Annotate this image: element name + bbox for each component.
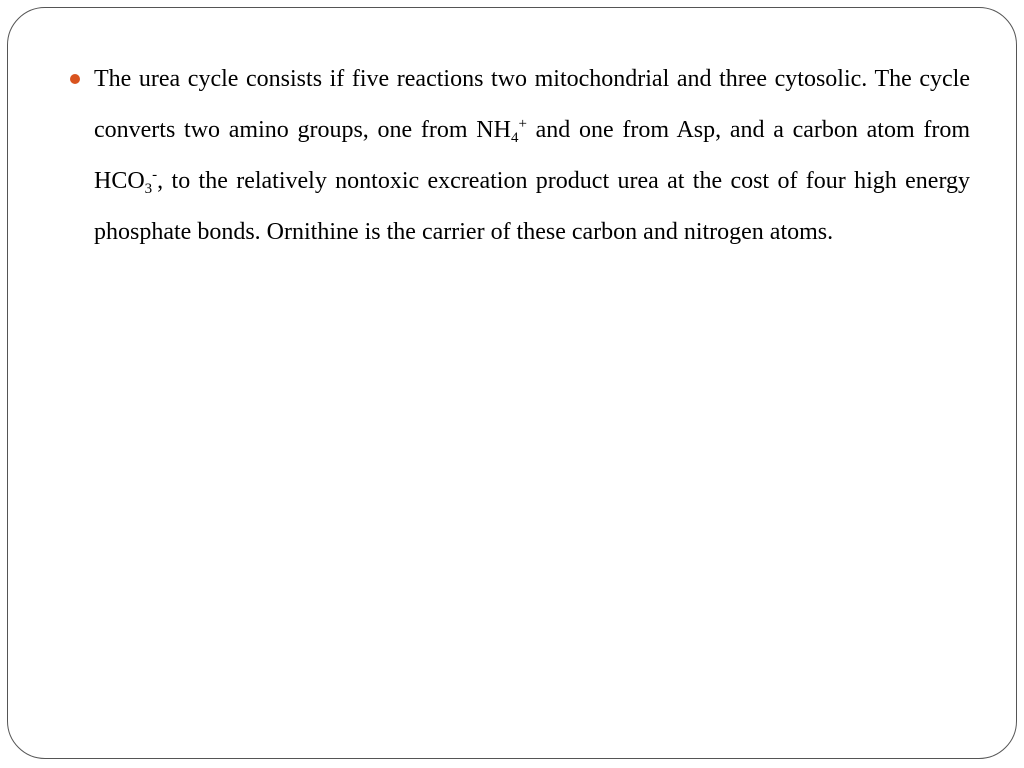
slide-frame	[7, 7, 1017, 759]
nh4-superscript: +	[518, 116, 527, 132]
bullet-text-part-1: The urea cycle consists if five reactions two mitochondrial and three cytosolic. The cycle converts two amino groups, one from NH	[94, 66, 970, 143]
hco3-superscript: -	[152, 167, 158, 183]
hco3-subscript: 3	[144, 181, 153, 197]
bullet-list	[70, 54, 970, 258]
bullet-text-part-3: , to the relatively nontoxic excreation product urea at the cost of four high energy phosphate bonds. Ornithine is the carrier of these carbon and nitrogen atoms.	[94, 168, 970, 245]
bullet-text-part-2: and one from Asp, and a carbon atom from HCO	[94, 117, 971, 194]
bullet-dot-icon	[70, 74, 80, 84]
bullet-item	[70, 54, 970, 258]
nh4-subscript: 4	[510, 130, 519, 146]
